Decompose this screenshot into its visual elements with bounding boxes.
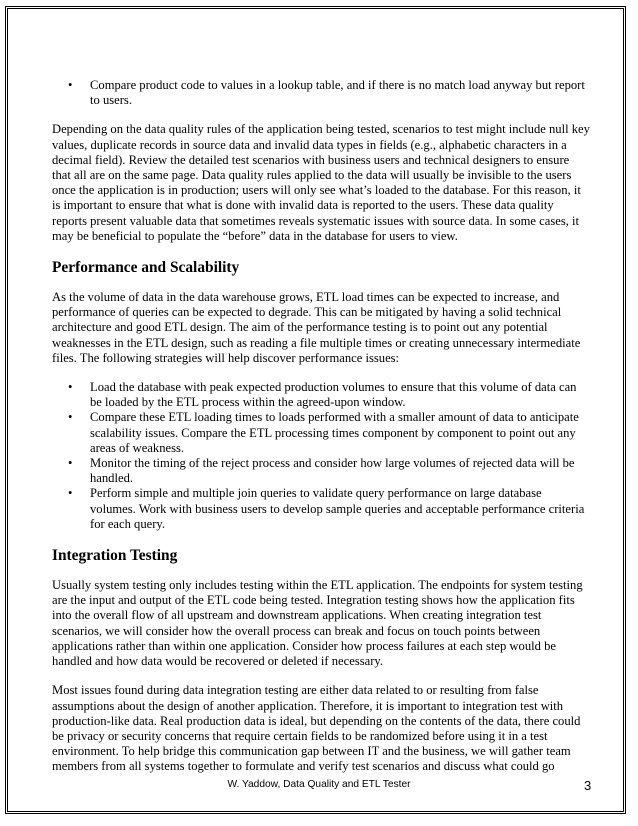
data-quality-paragraph: Depending on the data quality rules of the application being tested, scenarios to test might include null key values, duplicate records in source data and invalid data types in fields (e.g., alphabetic characters in a decimal field). Review the detailed test scenarios with business users and technical designers to ensure that all are on the same page. Data quality rules applied to the data will usually be invisible to the users once the application is in production; users will only see what’s loaded to the database. For this reason, it is important to ensure that what is done with invalid data is reported to the users. These data quality reports present valuable data that sometimes reveals systematic issues with source data. In some cases, it may be beneficial to populate the “before” data in the database for users to view. bbox=[52, 122, 590, 243]
performance-paragraph: As the volume of data in the data warehouse grows, ETL load times can be expected to increase, and performance of queries can be expected to degrade. This can be mitigated by having a solid technical architecture and good ETL design. The aim of the performance testing is to point out any potential weaknesses in the ETL design, such as reading a file multiple times or creating unnecessary intermediate files. The following strategies will help discover performance issues: bbox=[52, 290, 581, 365]
footer-text: W. Yaddow, Data Quality and ETL Tester bbox=[227, 779, 411, 790]
list-item: • Perform simple and multiple join queries to validate query performance on large database volumes. Work with business users to develop sample queries and acceptable performance criteria for each query. bbox=[90, 486, 590, 532]
list-item: • Load the database with peak expected production volumes to ensure that this volume of data can be loaded by the ETL process within the agreed-upon window. bbox=[90, 380, 590, 410]
intro-bullet-list bbox=[52, 78, 590, 108]
performance-bullet-list bbox=[52, 380, 590, 532]
page-number: 3 bbox=[584, 778, 592, 793]
list-item: • Compare product code to values in a lookup table, and if there is no match load anyway but report to users. bbox=[90, 78, 590, 108]
integration-heading: Integration Testing bbox=[52, 547, 178, 565]
integration-paragraph-2: Most issues found during data integration testing are either data related to or resulting from false assumptions about the design of another application. Therefore, it is important to integration test with production-like data. Real production data is ideal, but depending on the contents of the data, there could be privacy or security concerns that require certain fields to be randomized before using it in a test environment. To help bridge this communication gap between IT and the business, we will gather team members from all systems together to formulate and verify test scenarios and discuss what could go bbox=[52, 683, 581, 774]
list-item: • Monitor the timing of the reject process and consider how large volumes of rejected data will be handled. bbox=[90, 456, 590, 486]
document-body bbox=[52, 78, 590, 789]
integration-paragraph-1: Usually system testing only includes testing within the ETL application. The endpoints for system testing are the input and output of the ETL code being tested. Integration testing shows how the application fits into the overall flow of all upstream and downstream applications. When creating integration test scenarios, we will consider how the overall process can break and focus on touch points between applications rather than within one application. Consider how process failures at each step would be handled and how data would be recovered or deleted if necessary. bbox=[52, 578, 583, 669]
performance-heading: Performance and Scalability bbox=[52, 259, 240, 277]
list-item: • Compare these ETL loading times to loads performed with a smaller amount of data to anticipate scalability issues. Compare the ETL processing times component by component to point out any areas of weakness. bbox=[90, 410, 590, 456]
